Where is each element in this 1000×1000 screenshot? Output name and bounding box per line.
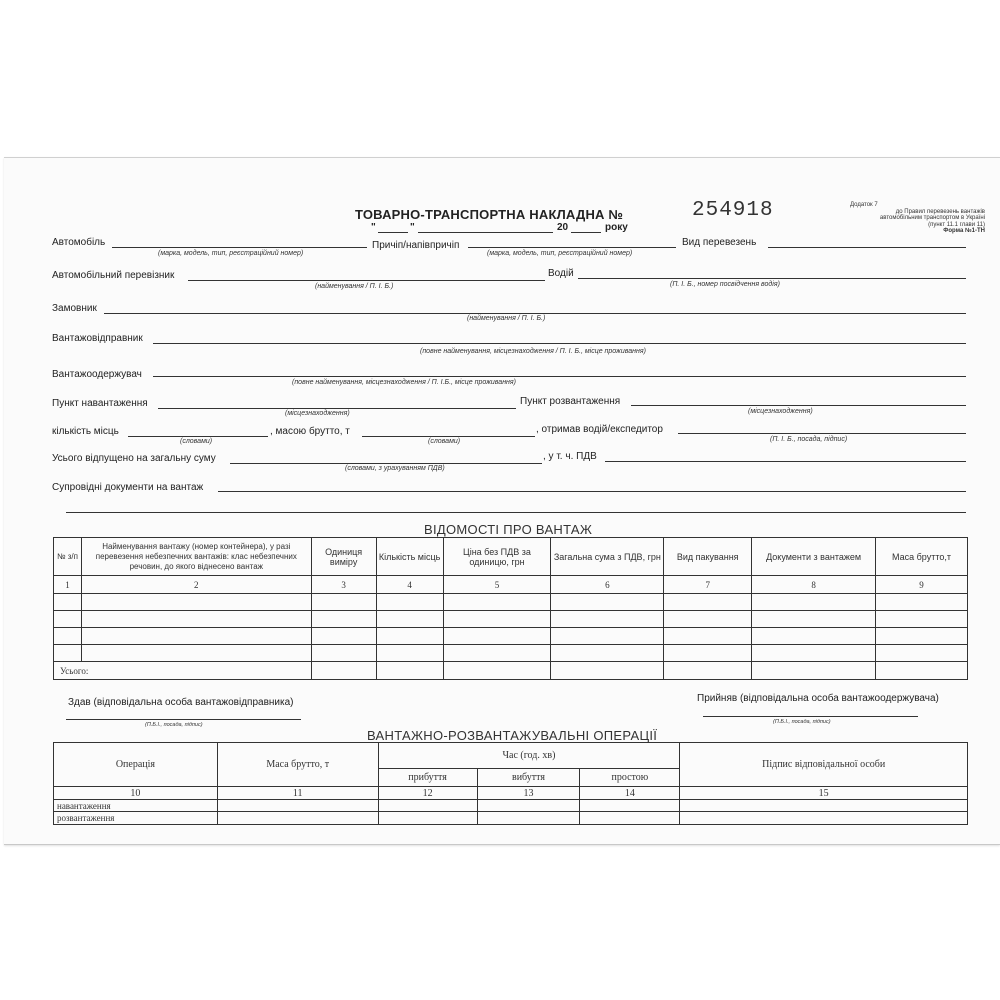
document-number: 254918 [692,199,774,222]
cargo-header-mass: Маса брутто,т [876,538,968,576]
unloading-point-hint: (місцезнаходження) [748,408,813,415]
cargo-header-price: Ціна без ПДВ за одиницю, грн [443,538,551,576]
driver-field[interactable] [578,278,966,279]
car-field[interactable] [112,247,367,248]
operations-header-arrival: прибуття [378,769,477,787]
operations-section-title: ВАНТАЖНО-РОЗВАНТАЖУВАЛЬНІ ОПЕРАЦІЇ [367,728,658,743]
date-quote-open: " [371,222,376,233]
cargo-row[interactable] [54,628,968,645]
operations-row-unloading[interactable] [54,812,968,825]
unloading-point-label: Пункт розвантаження [520,396,621,407]
operations-header-signature: Підпис відповідальної особи [680,743,968,787]
cargo-col-number: 8 [752,576,876,594]
cargo-col-number: 1 [54,576,82,594]
operations-header-idle: простою [580,769,680,787]
cargo-row[interactable] [54,611,968,628]
date-year-field[interactable] [571,232,601,233]
total-sum-label: Усього відпущено на загальну суму [52,453,216,464]
date-quote-close: " [410,222,415,233]
operations-header-mass: Маса брутто, т [217,743,378,787]
handed-signature-field[interactable] [66,719,301,720]
car-label: Автомобіль [52,237,106,248]
places-label: кількість місць [52,426,119,437]
operations-col-number: 13 [477,787,580,800]
operations-col-number: 12 [378,787,477,800]
handed-label: Здав (відповідальна особа вантажовідправника) [68,697,294,708]
shipper-hint: (повне найменування, місцезнаходження / П. І. Б., місце проживання) [420,348,646,355]
cargo-header-total: Загальна сума з ПДВ, грн [551,538,664,576]
consignee-label: Вантажоодержувач [52,369,142,380]
vat-field[interactable] [605,461,966,462]
cargo-header-unit: Одиниця виміру [311,538,376,576]
total-sum-field[interactable] [230,463,542,464]
cargo-header-documents: Документи з вантажем [752,538,876,576]
cargo-row[interactable] [54,645,968,662]
cargo-col-number: 6 [551,576,664,594]
unloading-point-field[interactable] [631,405,966,406]
operations-table [53,742,968,825]
consignee-field[interactable] [153,376,966,377]
car-hint: (марка, модель, тип, реєстраційний номер) [158,250,304,257]
driver-hint: (П. І. Б., номер посвідчення водія) [670,281,780,288]
cargo-total-row[interactable] [54,662,968,680]
places-hint: (словами) [180,438,213,445]
received-by-field[interactable] [678,433,966,434]
accepted-signature-field[interactable] [703,716,918,717]
date-month-field[interactable] [418,232,553,233]
shipper-label: Вантажовідправник [52,333,143,344]
date-year-prefix: 20 [557,222,569,233]
operations-row-loading[interactable] [54,800,968,812]
operations-col-number: 11 [217,787,378,800]
docs-field-line-2[interactable] [66,512,966,513]
cargo-header-name: Найменування вантажу (номер контейнера), у разі перевезення небезпечних вантажів: клас небезпечних речовин, до якого віднесено вантаж [81,538,311,576]
vat-label: , у т. ч. ПДВ [543,451,597,462]
shipper-field[interactable] [153,343,966,344]
loading-point-label: Пункт навантаження [52,398,148,409]
operations-col-number: 14 [580,787,680,800]
carrier-field[interactable] [188,280,545,281]
total-sum-hint: (словами, з урахуванням ПДВ) [345,465,445,472]
cargo-col-number: 4 [376,576,443,594]
customer-label: Замовник [52,303,97,314]
cargo-total-label: Усього: [54,662,312,680]
transport-type-field[interactable] [768,247,966,248]
operations-col-number: 15 [680,787,968,800]
date-suffix: року [605,222,628,233]
carrier-label: Автомобільний перевізник [52,270,175,281]
appendix-note: Додаток 7 до Правил перевезень вантажів автомобільним транспортом в Україні (пункт 11.1 глави 11) Форма №1-ТН [850,202,985,234]
customer-field[interactable] [104,313,966,314]
operations-col-number: 10 [54,787,218,800]
accepted-label: Прийняв (відповідальна особа вантажоодержувача) [697,693,939,704]
gross-mass-field[interactable] [362,436,535,437]
cargo-col-number: 9 [876,576,968,594]
places-field[interactable] [128,436,268,437]
trailer-hint: (марка, модель, тип, реєстраційний номер) [487,250,633,257]
trailer-label: Причіп/напівпричіп [372,240,460,251]
cargo-col-number: 7 [664,576,752,594]
page-title: ТОВАРНО-ТРАНСПОРТНА НАКЛАДНА № [355,207,624,222]
loading-point-hint: (місцезнаходження) [285,410,350,417]
customer-hint: (найменування / П. І. Б.) [467,315,546,322]
date-day-field[interactable] [378,232,408,233]
gross-mass-hint: (словами) [428,438,461,445]
cargo-header-no: № з/п [54,538,82,576]
cargo-header-places: Кількість місць [376,538,443,576]
received-by-label: , отримав водій/експедитор [536,424,663,435]
cargo-col-number: 5 [443,576,551,594]
handed-hint: (П.Б.І., посада, підпис) [145,722,203,728]
operations-header-operation: Операція [54,743,218,787]
cargo-section-title: ВІДОМОСТІ ПРО ВАНТАЖ [424,522,593,537]
accepted-hint: (П.Б.І., посада, підпис) [773,719,831,725]
consignee-hint: (повне найменування, місцезнаходження / П. І.Б., місце проживання) [292,379,516,386]
carrier-hint: (найменування / П. І. Б.) [315,283,394,290]
driver-label: Водій [548,268,574,279]
docs-field[interactable] [218,491,966,492]
cargo-row[interactable] [54,594,968,611]
cargo-table [53,537,968,680]
received-by-hint: (П. І. Б., посада, підпис) [770,436,848,443]
gross-mass-label: , масою брутто, т [270,426,350,437]
operations-row-label: розвантаження [54,812,218,825]
cargo-col-number: 3 [311,576,376,594]
transport-type-label: Вид перевезень [682,237,757,248]
operations-row-label: навантаження [54,800,218,812]
trailer-field[interactable] [468,247,676,248]
operations-header-departure: вибуття [477,769,580,787]
docs-label: Супровідні документи на вантаж [52,482,204,493]
cargo-col-number: 2 [81,576,311,594]
operations-header-time: Час (год. хв) [378,743,680,769]
loading-point-field[interactable] [158,408,516,409]
cargo-header-packaging: Вид пакування [664,538,752,576]
